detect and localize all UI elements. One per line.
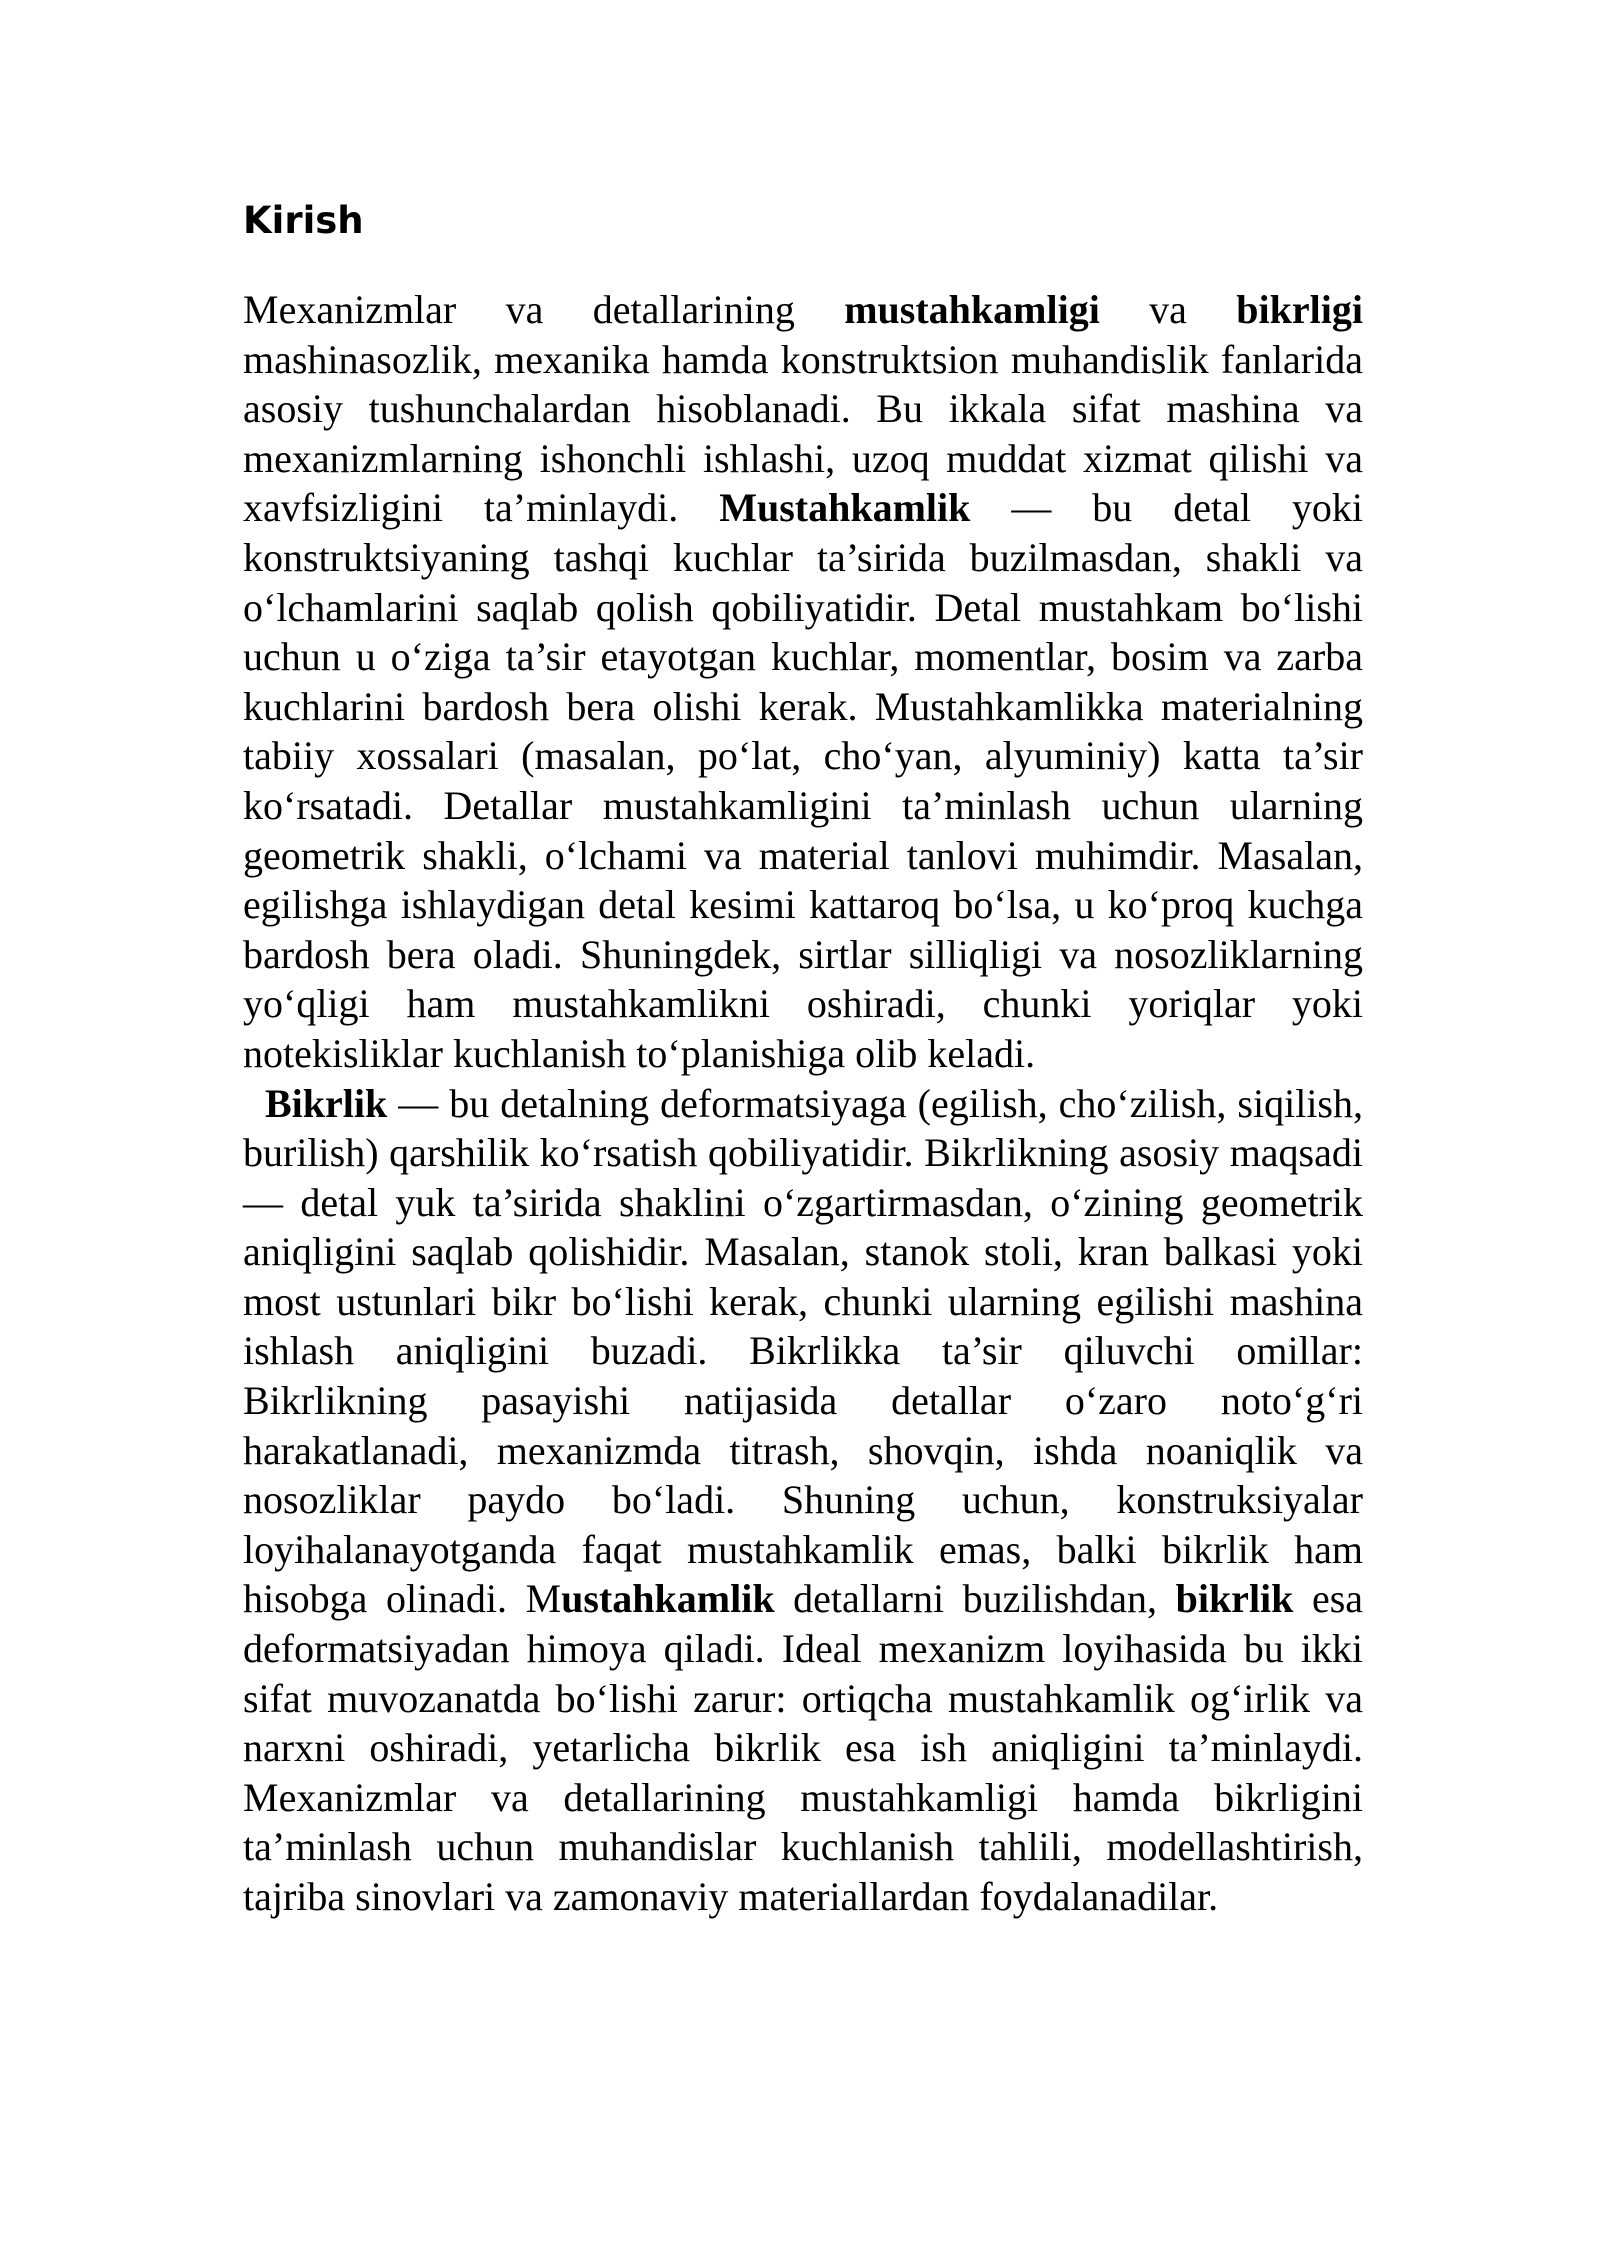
bold-term-bikrligi: bikrligi [1236,287,1363,332]
bold-term-bikrlik-2: bikrlik [1175,1576,1294,1622]
text-run: Mexanizmlar va detallarining [243,287,845,332]
text-run: — bu detal yoki konstruktsiyaning tashqi kuchlar ta’sirida buzilmasdan, shakli va o‘lchamlarini saqlab qolish qobiliyatidir. Detal mustahkam bo‘lishi uchun u o‘ziga ta’sir etayotgan kuchlar, momentlar, bosim va zarba kuchlarini bardosh bera olishi kerak. Mustahkamlikka materialning tabiiy xossalari (masalan, po‘lat, cho‘yan, alyuminiy) katta ta’sir ko‘rsatadi. Detallar mustahkamligini ta’minlash uchun ularning geometrik shakli, o‘lchami va material tanlovi muhimdir. Masalan, egilishga ishlaydigan detal kesimi kattaroq bo‘lsa, u ko‘proq kuchga bardosh bera oladi. Shuningdek, sirtlar silliqligi va nosozliklarning yo‘qligi ham mustahkamlikni oshiradi, chunki yoriqlar yoki notekisliklar kuchlanish to‘planishiga olib keladi. [243,485,1363,1076]
text-run: — bu detalning deformatsiyaga (egilish, cho‘zilish, siqilish, burilish) qarshilik ko‘rsatish qobiliyatidir. Bikrlikning asosiy maqsadi — detal yuk ta’sirida shaklini o‘zgartirmasdan, o‘zining geometrik aniqligini saqlab qolishidir. Masalan, stanok stoli, kran balkasi yoki most ustunlari bikr bo‘lishi kerak, chunki ularning egilishi mashina ishlash aniqligini buzadi. Bikrlikka ta’sir qiluvchi omillar: Bikrlikning pasayishi natijasida detallar o‘zaro noto‘g‘ri harakatlanadi, mexanizmda titrash, shovqin, ishda noaniqlik va nosozliklar paydo bo‘ladi. Shuning uchun, konstruksiyalar loyihalanayotganda faqat mustahkamlik emas, balki bikrlik ham hisobga olinadi. M [243,1080,1363,1622]
heading-title: Kirish [243,199,364,242]
text-run: detallarni buzilishdan, [774,1576,1176,1622]
bold-term-mustahkamligi: mustahkamligi [844,287,1100,332]
bold-term-bikrlik: Bikrlik [265,1080,388,1126]
text-run: va [1099,287,1237,332]
bold-term-ustahkamlik: ustahkamlik [561,1576,775,1622]
bold-term-mustahkamlik: Mustahkamlik [719,485,971,531]
text-run: mashinasozlik, mexanika hamda konstruktsion muhandislik fanlarida asosiy tushunchalardan hisoblanadi. Bu ikkala sifat mashina va mexanizmlarning ishonchli ishlashi, uzoq muddat xizmat qilishi va xavfsizligini ta’minlaydi. [243,336,1363,531]
body-paragraph [243,285,1363,1922]
text-run: esa deformatsiyadan himoya qiladi. Ideal mexanizm loyihasida bu ikki sifat muvozanatda bo‘lishi zarur: ortiqcha mustahkamlik og‘irlik va narxni oshiradi, yetarlicha bikrlik esa ish aniqligini ta’minlaydi. Mexanizmlar va detallarining mustahkamligi hamda bikrligini ta’minlash uchun muhandislar kuchlanish tahlili, modellashtirish, tajriba sinovlari va zamonaviy materiallardan foydalanadilar. [243,1576,1364,1919]
